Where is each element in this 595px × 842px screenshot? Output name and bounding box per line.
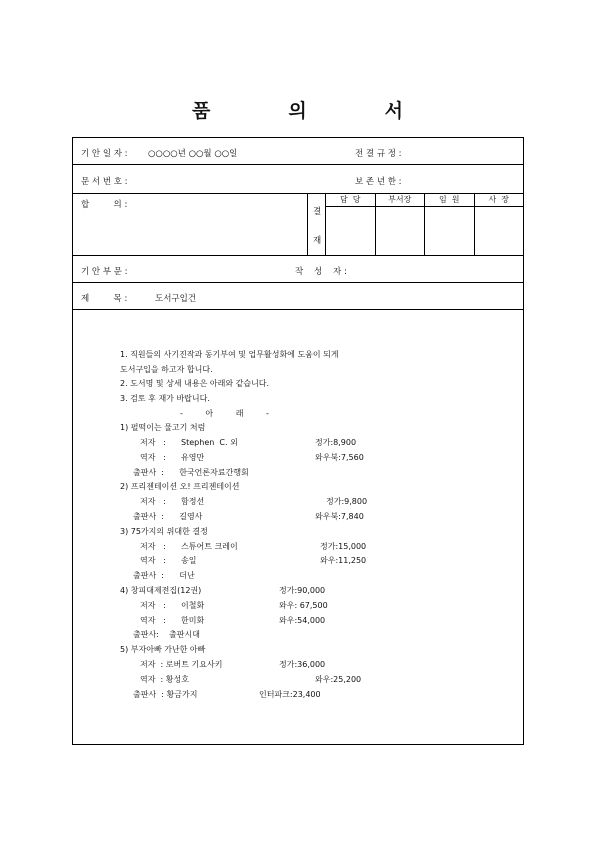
book-price: 와우북:7,840 <box>315 512 364 521</box>
approval-label-top: 결 <box>313 207 322 217</box>
book-title: 1) 펄떡이는 물고기 처럼 <box>120 423 206 432</box>
book-translator: 역자 : 유영만 <box>140 453 205 462</box>
book-price: 와우: 67,500 <box>279 601 328 610</box>
book-price: 인터파크:23,400 <box>259 690 321 699</box>
draft-dept-label: 기 안 부 문 : <box>81 267 128 277</box>
body-line: 3. 검토 후 재가 바랍니다. <box>120 394 210 403</box>
book-price: 정가:36,000 <box>279 660 326 669</box>
draft-date-label: 기 안 일 자 : <box>81 149 128 159</box>
book-publisher: 출판사 : 황금가지 <box>133 690 198 699</box>
book-price: 정가:9,800 <box>326 497 368 506</box>
body-heading-below: - 아 래 - <box>180 409 269 418</box>
book-price: 와우:54,000 <box>279 616 326 625</box>
approval-cell-executive[interactable] <box>425 194 475 255</box>
body-line: 2. 도서명 및 상세 내용은 아래와 같습니다. <box>120 379 270 388</box>
book-author: 저자 : 함정선 <box>140 497 205 506</box>
title-char-3: 서 <box>384 100 404 122</box>
approval-box <box>307 194 523 255</box>
approval-form <box>72 137 524 745</box>
approval-label-bottom: 재 <box>313 236 322 246</box>
book-title: 4) 창피대제전집(12권) <box>120 586 202 595</box>
book-price: 와우:11,250 <box>320 556 367 565</box>
book-title: 3) 75가지의 위대한 결정 <box>120 527 208 536</box>
document-title <box>0 96 595 124</box>
subject-label: 제 목 : <box>81 294 128 304</box>
approval-col-header: 부서장 <box>376 194 425 207</box>
subject-value[interactable]: 도서구입건 <box>155 294 197 304</box>
book-translator: 역자 : 황성호 <box>140 675 189 684</box>
approval-label <box>307 194 326 255</box>
approval-col-header: 담 당 <box>326 194 375 207</box>
book-price: 와우북:7,560 <box>315 453 364 462</box>
rule-label: 전 결 규 정 : <box>355 149 402 159</box>
row-draft-date <box>73 138 523 165</box>
approval-cell-manager[interactable] <box>326 194 376 255</box>
book-translator: 역자 : 한미화 <box>140 616 205 625</box>
book-publisher: 출판사: 출판시대 <box>133 630 200 639</box>
book-publisher: 출판사 : 한국언론자료간행회 <box>133 468 249 477</box>
row-agreement <box>73 194 523 256</box>
draft-date-value[interactable]: ○○○○년 ○○월 ○○일 <box>148 149 238 159</box>
body-line: 1. 직원들의 사기진작과 동기부여 및 업무활성화에 도움이 되게 <box>120 350 339 359</box>
book-author: 저자 : 로버트 기요사키 <box>140 660 223 669</box>
book-publisher: 출판사 : 길영사 <box>133 512 203 521</box>
book-author: 저자 : 스튜어트 크레이 <box>140 542 238 551</box>
agreement-label: 합 의 : <box>81 200 128 210</box>
book-price: 정가:8,900 <box>315 438 357 447</box>
book-price: 정가:90,000 <box>279 586 326 595</box>
approval-col-header: 임 원 <box>425 194 474 207</box>
retention-label: 보 존 년 한 : <box>355 177 402 187</box>
approval-cell-president[interactable] <box>475 194 524 255</box>
author-label: 작 성 자 : <box>295 267 347 277</box>
book-publisher: 출판사 : 더난 <box>133 571 195 580</box>
book-title: 5) 부자아빠 가난한 아빠 <box>120 645 206 654</box>
book-translator: 역자 : 송일 <box>140 556 197 565</box>
book-title: 2) 프리젠테이션 오! 프리젠테이션 <box>120 482 240 491</box>
book-author: 저자 : Stephen C. 외 <box>140 438 238 447</box>
book-price: 정가:15,000 <box>320 542 367 551</box>
book-price: 와우:25,200 <box>315 675 362 684</box>
row-subject <box>73 283 523 310</box>
title-char-1: 품 <box>191 100 211 122</box>
body-line: 도서구입을 하고자 합니다. <box>120 365 213 374</box>
body-content <box>73 310 523 740</box>
book-author: 저자 : 이철화 <box>140 601 205 610</box>
row-doc-no <box>73 165 523 194</box>
approval-col-header: 사 장 <box>475 194 524 207</box>
approval-cell-dept-head[interactable] <box>376 194 426 255</box>
title-char-2: 의 <box>288 100 307 122</box>
row-draft-dept <box>73 256 523 283</box>
doc-no-label: 문 서 번 호 : <box>81 177 128 187</box>
